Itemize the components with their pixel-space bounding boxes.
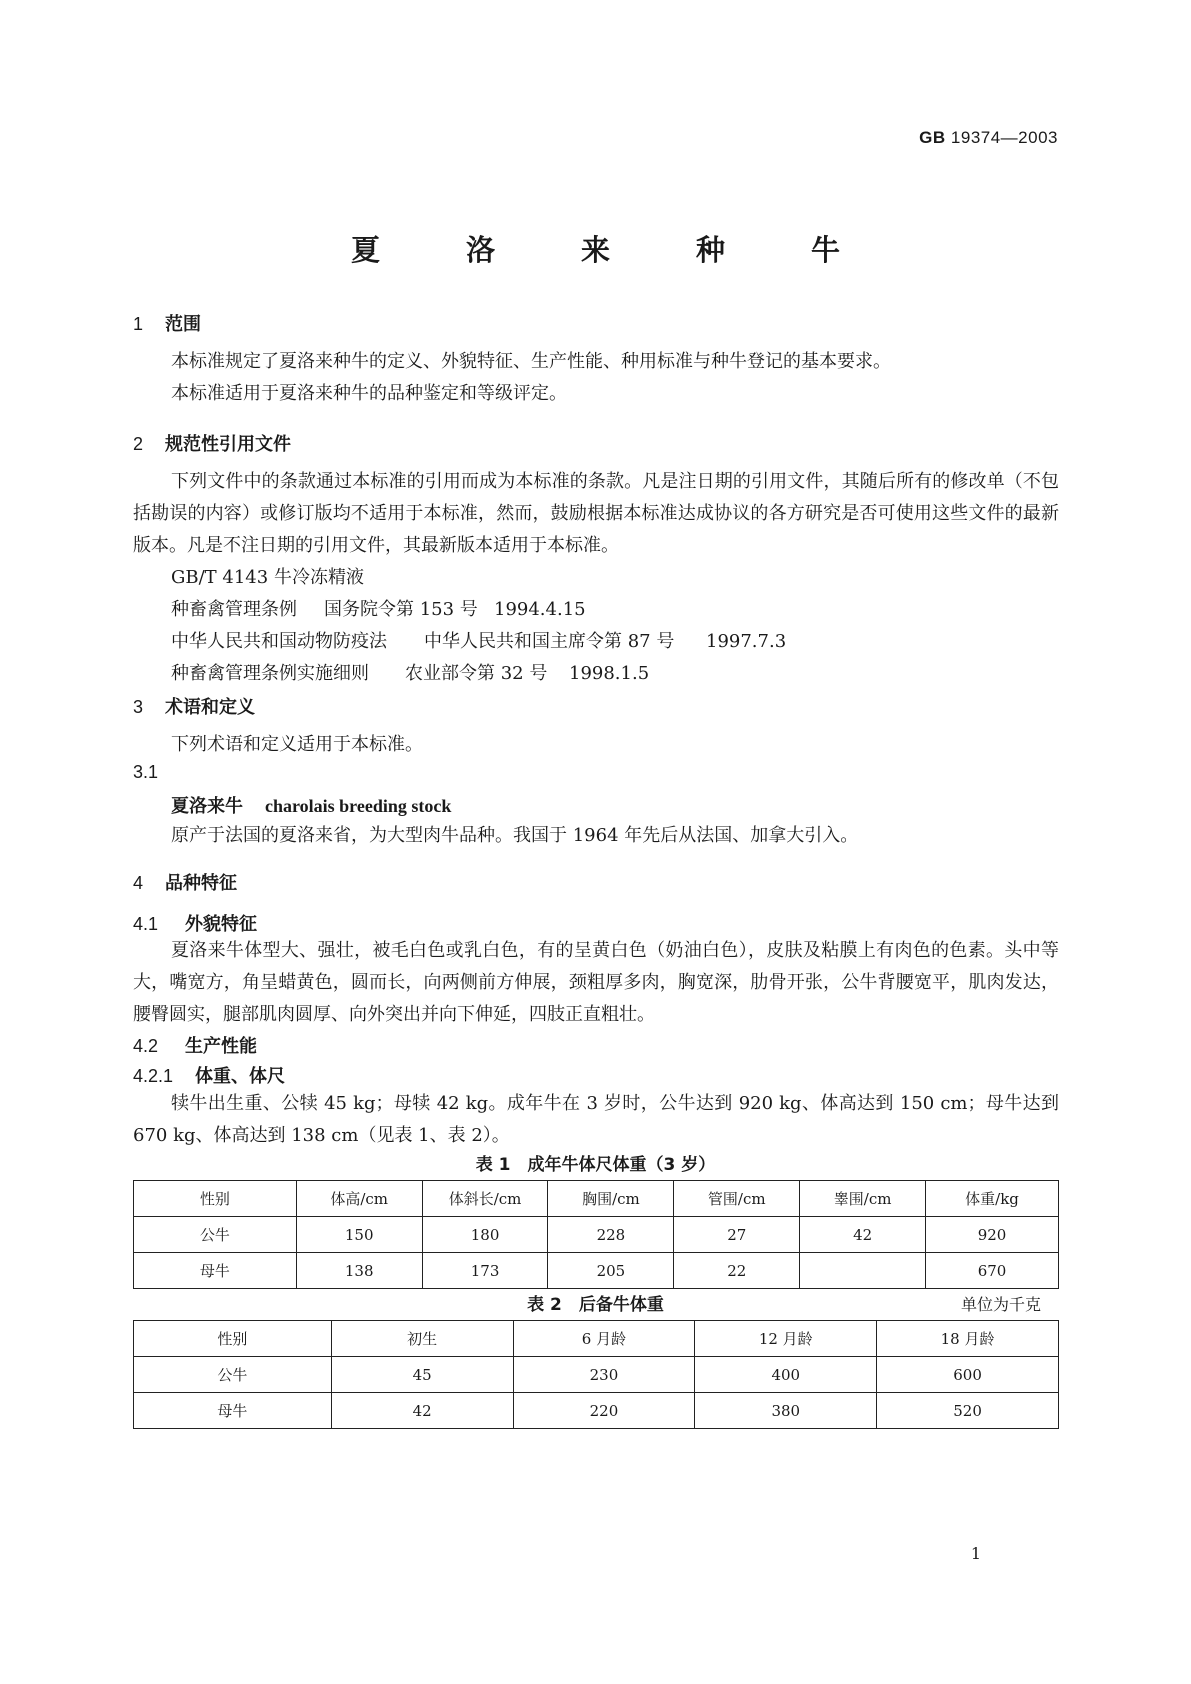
subsection-3-1-number: 3.1 (133, 762, 159, 782)
reference-title: 中华人民共和国主席令第 87 号 (424, 631, 675, 652)
section-1-body (133, 346, 1059, 410)
table-cell (800, 1253, 926, 1289)
column-header: 性别 (134, 1321, 332, 1357)
table-cell: 173 (422, 1253, 548, 1289)
table-cell: 42 (800, 1217, 926, 1253)
reference-code: 种畜禽管理条例实施细则 (171, 663, 369, 684)
table-cell: 230 (513, 1357, 695, 1393)
section-title: 品种特征 (165, 873, 237, 894)
paragraph: 本标准适用于夏洛来种牛的品种鉴定和等级评定。 (171, 383, 567, 404)
section-title: 范围 (165, 314, 201, 335)
section-number: 4.2 (133, 1036, 159, 1056)
reference-title: 农业部令第 32 号 (405, 663, 548, 684)
table-cell: 400 (695, 1357, 877, 1393)
table-cell: 138 (296, 1253, 422, 1289)
table-1 (133, 1180, 1059, 1289)
column-header: 体高/cm (296, 1181, 422, 1217)
table-cell: 27 (674, 1217, 800, 1253)
standard-prefix: GB (919, 128, 946, 147)
reference-title: 国务院令第 153 号 (324, 599, 478, 620)
table-row (134, 1217, 1059, 1253)
column-header: 体重/kg (926, 1181, 1059, 1217)
paragraph: 夏洛来牛体型大、强壮，被毛白色或乳白色，有的呈黄白色（奶油白色），皮肤及粘膜上有肉色的色素。头中等大，嘴宽方，角呈蜡黄色，圆而长，向两侧前方伸展，颈粗厚多肉，胸宽深，肋骨开张，公牛背腰宽平，肌肉发达，腰臀圆实，腿部肌肉圆厚、向外突出并向下伸延，四肢正直粗壮。 (133, 940, 1059, 1025)
section-2-body (133, 466, 1059, 562)
paragraph: 下列文件中的条款通过本标准的引用而成为本标准的条款。凡是注日期的引用文件，其随后所有的修改单（不包括勘误的内容）或修订版均不适用于本标准，然而，鼓励根据本标准达成协议的各方研究是否可使用这些文件的最新版本。凡是不注日期的引用文件，其最新版本适用于本标准。 (133, 471, 1059, 556)
reference-date: 1998.1.5 (569, 663, 650, 684)
section-number: 4 (133, 873, 144, 893)
section-title: 术语和定义 (165, 697, 255, 718)
table-cell: 600 (877, 1357, 1059, 1393)
table-row (134, 1393, 1059, 1429)
table-cell: 380 (695, 1393, 877, 1429)
section-4-2-heading (133, 1032, 257, 1058)
title-char: 种 (696, 233, 726, 267)
section-4-1-heading (133, 910, 257, 936)
section-4-2-1-body (133, 1088, 1059, 1152)
reference-code: 中华人民共和国动物防疫法 (171, 631, 387, 652)
column-header: 18 月龄 (877, 1321, 1059, 1357)
reference-date: 1997.7.3 (706, 631, 787, 652)
term-line (171, 792, 451, 818)
section-3-body (133, 729, 1059, 761)
section-4-1-body (133, 935, 1059, 1031)
reference-item (171, 626, 786, 658)
table-cell: 205 (548, 1253, 674, 1289)
table-header-row (134, 1321, 1059, 1357)
section-title: 外貌特征 (185, 914, 257, 935)
term-chinese: 夏洛来牛 (171, 796, 243, 817)
table-cell: 920 (926, 1217, 1059, 1253)
column-header: 初生 (331, 1321, 513, 1357)
paragraph: 下列术语和定义适用于本标准。 (171, 734, 423, 755)
paragraph: 犊牛出生重、公犊 45 kg；母犊 42 kg。成年牛在 3 岁时，公牛达到 920 kg、体高达到 150 cm；母牛达到 670 kg、体高达到 138 cm（见表 1、表 2）。 (133, 1093, 1059, 1146)
column-header: 性别 (134, 1181, 297, 1217)
section-number: 4.1 (133, 914, 159, 934)
table-2 (133, 1320, 1059, 1429)
column-header: 6 月龄 (513, 1321, 695, 1357)
section-4-heading (133, 869, 237, 895)
page-number: 1 (970, 1544, 981, 1563)
table-cell: 母牛 (134, 1393, 332, 1429)
table-1-caption: 表 1 成年牛体尺体重（3 岁） (475, 1155, 716, 1175)
table-cell: 42 (331, 1393, 513, 1429)
section-2-heading (133, 430, 291, 456)
section-3-heading (133, 693, 255, 719)
table-row (134, 1357, 1059, 1393)
section-title: 体重、体尺 (195, 1066, 285, 1087)
table-cell: 公牛 (134, 1217, 297, 1253)
table-cell: 母牛 (134, 1253, 297, 1289)
section-1-heading (133, 310, 201, 336)
reference-code: GB/T 4143 (171, 567, 269, 588)
table-cell: 220 (513, 1393, 695, 1429)
term-english: charolais breeding stock (265, 796, 452, 816)
paragraph: 原产于法国的夏洛来省，为大型肉牛品种。我国于 1964 年先后从法国、加拿大引入。 (171, 825, 859, 846)
paragraph: 本标准规定了夏洛来种牛的定义、外貌特征、生产性能、种用标准与种牛登记的基本要求。 (171, 351, 891, 372)
reference-date: 1994.4.15 (494, 599, 586, 620)
reference-code: 种畜禽管理条例 (171, 599, 297, 620)
table-row (134, 1253, 1059, 1289)
term-definition (171, 820, 1059, 852)
reference-item (171, 658, 786, 690)
section-4-2-1-heading (133, 1062, 285, 1088)
column-header: 12 月龄 (695, 1321, 877, 1357)
standard-number: 19374—2003 (950, 128, 1058, 147)
section-number: 3 (133, 697, 144, 717)
title-char: 牛 (811, 233, 841, 267)
table-cell: 520 (877, 1393, 1059, 1429)
table-cell: 22 (674, 1253, 800, 1289)
title-char: 夏 (350, 233, 380, 267)
table-2-caption: 表 2 后备牛体重 (527, 1295, 664, 1315)
table-cell: 180 (422, 1217, 548, 1253)
document-title (0, 228, 1191, 269)
table-cell: 228 (548, 1217, 674, 1253)
table-cell: 150 (296, 1217, 422, 1253)
standard-code (919, 128, 1058, 148)
reference-title: 牛冷冻精液 (274, 567, 364, 588)
table-cell: 45 (331, 1357, 513, 1393)
column-header: 胸围/cm (548, 1181, 674, 1217)
table-cell: 670 (926, 1253, 1059, 1289)
section-title: 生产性能 (185, 1036, 257, 1057)
section-number: 4.2.1 (133, 1066, 174, 1086)
table-cell: 公牛 (134, 1357, 332, 1393)
reference-list (171, 562, 786, 690)
column-header: 睾围/cm (800, 1181, 926, 1217)
section-number: 1 (133, 314, 144, 334)
section-number: 2 (133, 434, 144, 454)
table-header-row (134, 1181, 1059, 1217)
title-char: 来 (580, 233, 610, 267)
column-header: 管围/cm (674, 1181, 800, 1217)
reference-item (171, 594, 786, 626)
column-header: 体斜长/cm (422, 1181, 548, 1217)
reference-item (171, 562, 786, 594)
section-title: 规范性引用文件 (165, 434, 291, 455)
title-char: 洛 (465, 233, 495, 267)
table-2-unit: 单位为千克 (960, 1295, 1041, 1314)
